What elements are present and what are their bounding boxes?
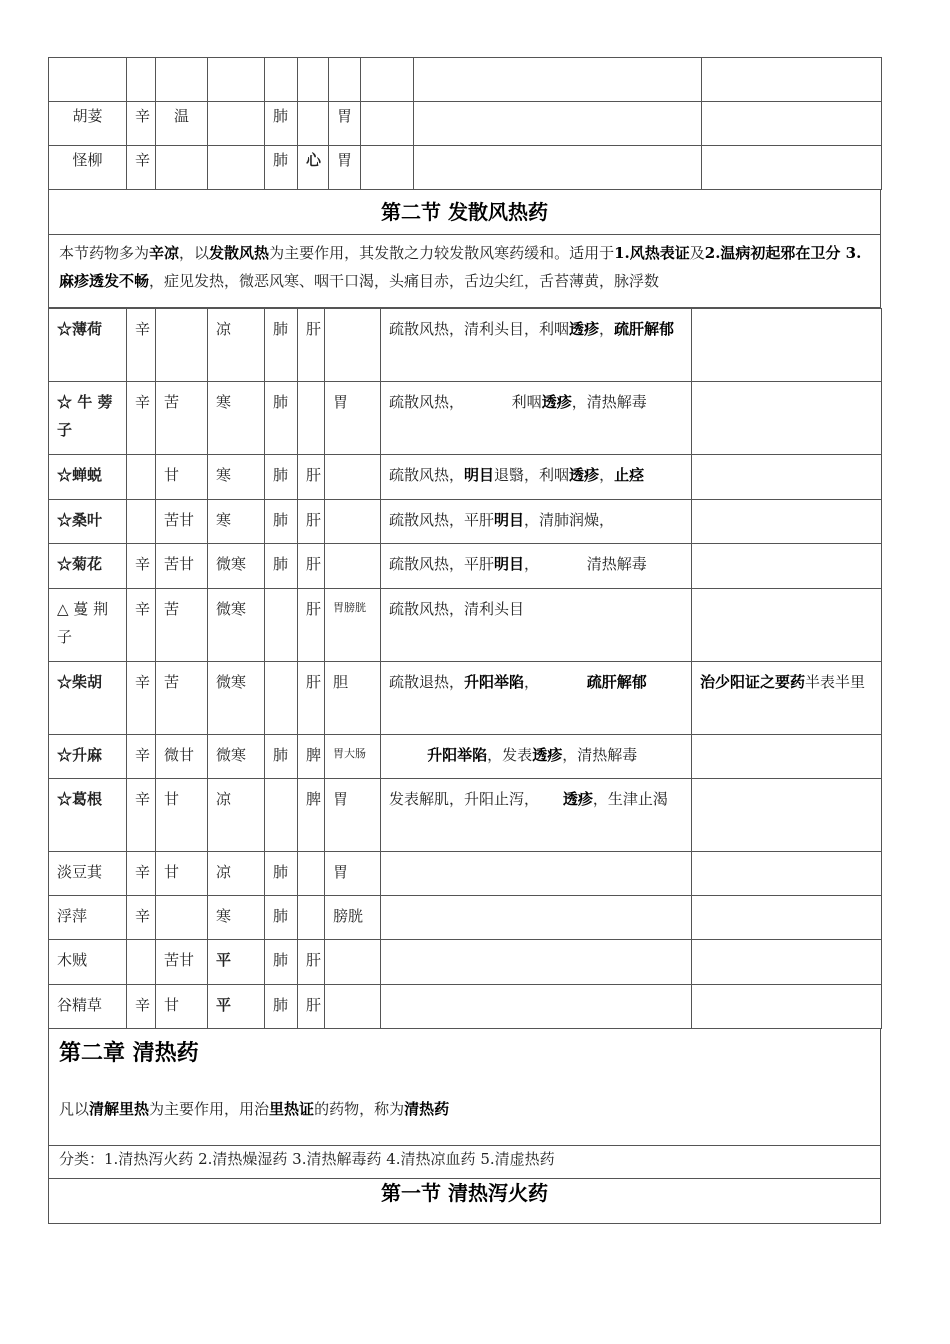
nature: 微寒 (208, 662, 265, 735)
effect (381, 852, 692, 896)
nature: 平 (208, 940, 265, 985)
meridian-1: 肺 (265, 309, 298, 382)
meridian-2 (298, 382, 325, 455)
effect: 发表解肌，升阳止泻， 透疹，生津止渴 (381, 779, 692, 852)
flavor-2: 苦甘 (156, 940, 208, 985)
flavor-1: 辛 (127, 852, 156, 896)
meridian-3: 胃 (329, 146, 361, 190)
meridian-2 (298, 852, 325, 896)
effect: 疏散风热， 利咽透疹，清热解毒 (381, 382, 692, 455)
herb-row (49, 146, 882, 190)
flavor-2 (156, 309, 208, 382)
meridian-1: 肺 (265, 852, 298, 896)
meridian-2: 脾 (298, 779, 325, 852)
flavor-1: 辛 (127, 102, 156, 146)
flavor-1 (127, 455, 156, 500)
meridian-1 (265, 58, 298, 102)
meridian-3: 膀胱 (325, 896, 381, 940)
nature: 微寒 (208, 544, 265, 589)
meridian-2: 肝 (298, 500, 325, 544)
nature: 寒 (208, 896, 265, 940)
nature (208, 58, 265, 102)
herb-table-body (49, 309, 882, 1029)
herb-name: 谷精草 (49, 985, 127, 1029)
flavor-2: 甘 (156, 985, 208, 1029)
herb-name: ☆薄荷 (49, 309, 127, 382)
note (692, 309, 882, 382)
herb-row (49, 735, 882, 779)
nature: 凉 (208, 852, 265, 896)
effect: 疏散风热，平肝明目，清肺润燥， (381, 500, 692, 544)
chapter-header-row (49, 1029, 881, 1146)
herb-row (49, 985, 882, 1029)
flavor-2: 温 (156, 102, 208, 146)
meridian-3 (325, 940, 381, 985)
effect: 疏散风热，明目退翳，利咽透疹，止痉 (381, 455, 692, 500)
nature: 寒 (208, 455, 265, 500)
meridian-3: 胃 (325, 852, 381, 896)
flavor-2 (156, 58, 208, 102)
note (692, 735, 882, 779)
herb-name: ☆柴胡 (49, 662, 127, 735)
herb-name: 怪柳 (49, 146, 127, 190)
meridian-2: 肝 (298, 985, 325, 1029)
chapter-title: 第二章 清热药 (59, 1041, 199, 1066)
note (692, 896, 882, 940)
herb-table-top-body (49, 58, 882, 190)
herb-name: ☆ 牛 蒡 子 (49, 382, 127, 455)
nature: 平 (208, 985, 265, 1029)
flavor-2: 苦甘 (156, 544, 208, 589)
section2-intro-row (49, 235, 881, 308)
section1-title-row (49, 1179, 881, 1224)
note (702, 58, 882, 102)
classification-text: 分类：1.清热泻火药 2.清热燥湿药 3.清热解毒药 4.清热凉血药 5.清虚热药 (49, 1146, 881, 1179)
note (692, 985, 882, 1029)
meridian-1 (265, 779, 298, 852)
herb-name: 淡豆萁 (49, 852, 127, 896)
herb-table-top (48, 57, 882, 190)
classification-row (49, 1146, 881, 1179)
effect (414, 102, 702, 146)
meridian-2 (298, 58, 329, 102)
herb-name: △ 蔓 荆 子 (49, 589, 127, 662)
meridian-3 (325, 544, 381, 589)
herb-row (49, 940, 882, 985)
meridian-2 (298, 102, 329, 146)
nature: 寒 (208, 382, 265, 455)
herb-name: ☆蝉蜕 (49, 455, 127, 500)
meridian-2: 肝 (298, 544, 325, 589)
meridian-1: 肺 (265, 940, 298, 985)
effect (381, 985, 692, 1029)
herb-row (49, 309, 882, 382)
herb-row (49, 500, 882, 544)
nature: 微寒 (208, 735, 265, 779)
note (692, 852, 882, 896)
note (702, 146, 882, 190)
herb-name: ☆升麻 (49, 735, 127, 779)
section-title: 第一节 清热泻火药 (49, 1179, 881, 1224)
flavor-1: 辛 (127, 896, 156, 940)
herb-name: ☆葛根 (49, 779, 127, 852)
note (692, 779, 882, 852)
meridian-2: 脾 (298, 735, 325, 779)
meridian-3: 胃 (325, 779, 381, 852)
effect: 升阳举陷，发表透疹，清热解毒 (381, 735, 692, 779)
flavor-2: 苦 (156, 589, 208, 662)
section2-title-row (49, 190, 881, 235)
herb-name: ☆桑叶 (49, 500, 127, 544)
herb-row (49, 779, 882, 852)
meridian-1: 肺 (265, 735, 298, 779)
note (692, 455, 882, 500)
flavor-1: 辛 (127, 662, 156, 735)
flavor-1: 辛 (127, 309, 156, 382)
meridian-1: 肺 (265, 102, 298, 146)
effect (381, 896, 692, 940)
flavor-2: 苦 (156, 662, 208, 735)
meridian-2: 心 (298, 146, 329, 190)
meridian-2: 肝 (298, 455, 325, 500)
meridian-3: 胃膀胱 (325, 589, 381, 662)
effect (414, 146, 702, 190)
meridian-2 (298, 896, 325, 940)
herb-row (49, 544, 882, 589)
meridian-2: 肝 (298, 662, 325, 735)
flavor-1: 辛 (127, 544, 156, 589)
flavor-2: 苦 (156, 382, 208, 455)
flavor-1: 辛 (127, 735, 156, 779)
meridian-2: 肝 (298, 309, 325, 382)
section-intro: 本节药物多为辛凉，以发散风热为主要作用，其发散之力较发散风寒药缓和。适用于1.风热表证及2.温病初起邪在卫分 3.麻疹透发不畅，症见发热，微恶风寒、咽干口渴，头痛目赤，舌边尖红，舌苔薄黄，脉浮数 (49, 235, 881, 308)
effect: 疏散风热，平肝明目， 清热解毒 (381, 544, 692, 589)
flavor-2: 微甘 (156, 735, 208, 779)
note (692, 382, 882, 455)
meridian-3 (325, 500, 381, 544)
nature (208, 146, 265, 190)
herb-row (49, 382, 882, 455)
effect (414, 58, 702, 102)
meridian-3 (325, 985, 381, 1029)
flavor-2 (156, 896, 208, 940)
meridian-1: 肺 (265, 896, 298, 940)
flavor-1: 辛 (127, 382, 156, 455)
section2-table (48, 190, 881, 308)
flavor-1: 辛 (127, 779, 156, 852)
herb-table (48, 308, 882, 1029)
meridian-3: 胃 (329, 102, 361, 146)
nature: 寒 (208, 500, 265, 544)
meridian-3: 胆 (325, 662, 381, 735)
flavor-2: 苦甘 (156, 500, 208, 544)
flavor-1 (127, 58, 156, 102)
meridian-1: 肺 (265, 382, 298, 455)
meridian-3 (325, 309, 381, 382)
chapter-header (49, 1029, 881, 1146)
flavor-2 (156, 146, 208, 190)
effect: 疏散退热，升阳举陷， 疏肝解郁 (381, 662, 692, 735)
extra (361, 102, 414, 146)
meridian-3: 胃大肠 (325, 735, 381, 779)
effect (381, 940, 692, 985)
meridian-1: 肺 (265, 544, 298, 589)
meridian-1: 肺 (265, 985, 298, 1029)
meridian-1: 肺 (265, 146, 298, 190)
note (702, 102, 882, 146)
flavor-2: 甘 (156, 455, 208, 500)
meridian-1: 肺 (265, 500, 298, 544)
meridian-2: 肝 (298, 940, 325, 985)
flavor-1 (127, 500, 156, 544)
flavor-2: 甘 (156, 779, 208, 852)
effect: 疏散风热，清利头目，利咽透疹，疏肝解郁 (381, 309, 692, 382)
meridian-3 (325, 455, 381, 500)
herb-name: 木贼 (49, 940, 127, 985)
extra (361, 58, 414, 102)
effect: 疏散风热，清利头目 (381, 589, 692, 662)
meridian-1: 肺 (265, 455, 298, 500)
herb-name (49, 58, 127, 102)
herb-row (49, 896, 882, 940)
flavor-1: 辛 (127, 146, 156, 190)
herb-row (49, 589, 882, 662)
flavor-2: 甘 (156, 852, 208, 896)
meridian-1 (265, 589, 298, 662)
meridian-3 (329, 58, 361, 102)
note: 治少阳证之要药半表半里 (692, 662, 882, 735)
meridian-1 (265, 662, 298, 735)
note (692, 940, 882, 985)
herb-row (49, 455, 882, 500)
herb-name: ☆菊花 (49, 544, 127, 589)
flavor-1: 辛 (127, 589, 156, 662)
chapter-definition: 凡以清解里热为主要作用，用治里热证的药物，称为清热药 (59, 1100, 450, 1118)
herb-name: 胡荽 (49, 102, 127, 146)
section-title: 第二节 发散风热药 (49, 190, 881, 235)
herb-row (49, 58, 882, 102)
herb-row (49, 102, 882, 146)
meridian-3: 胃 (325, 382, 381, 455)
flavor-1: 辛 (127, 985, 156, 1029)
extra (361, 146, 414, 190)
nature: 凉 (208, 309, 265, 382)
herb-name: 浮萍 (49, 896, 127, 940)
herb-row (49, 852, 882, 896)
nature (208, 102, 265, 146)
nature: 凉 (208, 779, 265, 852)
herb-row (49, 662, 882, 735)
flavor-1 (127, 940, 156, 985)
note (692, 589, 882, 662)
nature: 微寒 (208, 589, 265, 662)
document-page (48, 57, 881, 1224)
note (692, 500, 882, 544)
note (692, 544, 882, 589)
chapter2-table (48, 1029, 881, 1224)
meridian-2: 肝 (298, 589, 325, 662)
